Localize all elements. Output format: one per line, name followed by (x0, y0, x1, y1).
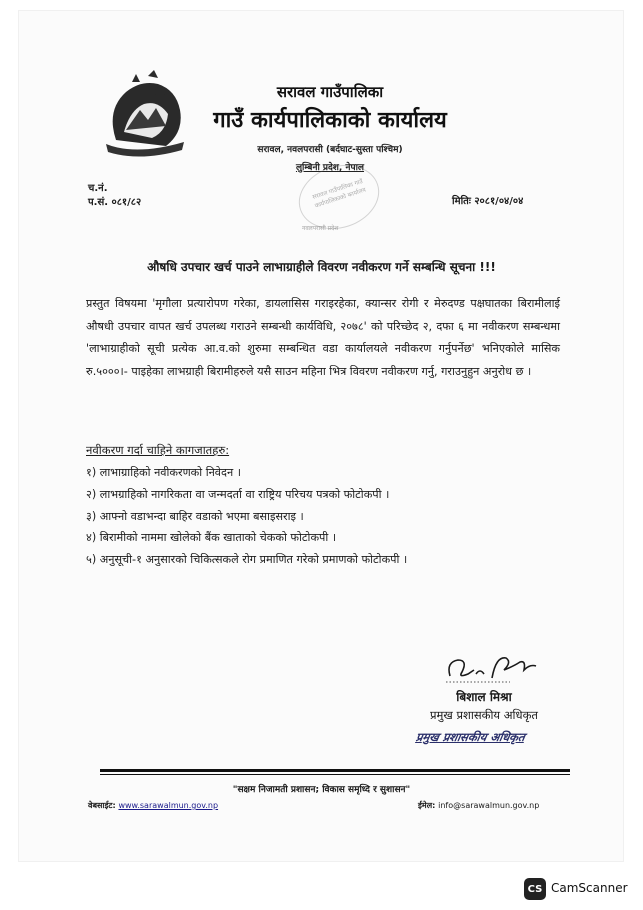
camscanner-watermark: CamScanner (551, 881, 628, 895)
footer-email (418, 800, 539, 811)
handwritten-signature (440, 648, 540, 688)
website-label: वेबसाईट: (88, 801, 116, 810)
province-name: लुम्बिनी प्रदेश, नेपाल (295, 163, 365, 173)
notice-body: प्रस्तुत विषयमा 'मृगौला प्रत्यारोपण गरेका, डायलासिस गराइरहेका, क्यान्सर रोगी र मेरुदण्ड पक्षघातका बिरामीलाई औषधी उपचार वापत खर्च उपलब्ध गराउने सम्बन्धी कार्यविधि, २०७८' को परिच्छेद २, दफा ६ मा नवीकरण सम्बन्धमा 'लाभाग्राहीको सूची प्रत्येक आ.व.को शुरुमा सम्बन्धित वडा कार्यालयले नवीकरण गर्नुपर्नेछ' भनिएकोले मासिक रु.५०००।- पाइहेका लाभग्राही बिरामीहरुले यसै साउन महिना भित्र विवरण नवीकरण गर्नु, गराउनुहुन अनुरोध छ । (86, 297, 560, 378)
reference-numbers (88, 182, 141, 210)
email-link[interactable]: info@sarawalmun.gov.np (438, 801, 540, 810)
letter-number: प.सं. ०८१/८२ (88, 197, 142, 208)
documents-list (86, 462, 407, 571)
list-item: १) लाभाग्राहिको नवीकरणको निवेदन । (86, 466, 241, 479)
camscanner-logo-icon: CS (524, 878, 546, 900)
office-name: गाउँ कार्यपालिकाको कार्यालय (213, 108, 447, 133)
email-label: ईमेल: (418, 801, 436, 810)
letter-date: मितिः २०८१/०४/०४ (452, 196, 524, 207)
signatory-stamp: प्रमुख प्रशासकीय अधिकृत (414, 730, 526, 744)
stamp-bottom-text: नवलपरासी प्रदेश (302, 225, 339, 232)
list-item: ३) आफ्नो वडाभन्दा बाहिर वडाको भएमा बसाइसराइ । (86, 509, 304, 523)
footer-divider (100, 769, 570, 772)
signatory-title: प्रमुख प्रशासकीय अधिकृत (430, 708, 538, 722)
letterhead (200, 82, 460, 173)
list-item: ४) बिरामीको नाममा खोलेको बैंक खाताको चेकको फोटोकपी । (86, 531, 337, 545)
nepal-emblem-logo (96, 70, 194, 158)
office-address: सरावल, नवलपरासी (बर्दघाट-सुस्ता पश्चिम) (257, 145, 403, 155)
footer-divider-thin (100, 774, 570, 775)
documents-heading: नवीकरण गर्दा चाहिने कागजातहरु: (86, 443, 230, 457)
footer-slogan: "सक्षम निजामती प्रशासन; विकास समृध्दि र सुशासन" (232, 785, 411, 795)
list-item: ५) अनुसूची-१ अनुसारको चिकित्सकले रोग प्रमाणित गरेको प्रमाणको फोटोकपी । (86, 553, 408, 567)
municipality-name: सरावल गाउँपालिका (276, 83, 384, 101)
stamp-text: सरावल गाउँपालिका गाउँ कार्यपालिकाको कार्यालय (311, 178, 367, 210)
website-link[interactable]: www.sarawalmun.gov.np (118, 801, 219, 810)
footer-website (88, 800, 218, 811)
list-item: २) लाभग्राहिको नागरिकता वा जन्मदर्ता वा राष्ट्रिय परिचय पत्रको फोटोकपी । (86, 487, 390, 501)
dispatch-number: च.नं. (88, 183, 108, 194)
signatory-name: बिशाल मिश्रा (456, 690, 512, 704)
notice-subject: औषधि उपचार खर्च पाउने लाभाग्राहीले विवरण नवीकरण गर्ने सम्बन्धि सूचना !!! (147, 260, 496, 274)
